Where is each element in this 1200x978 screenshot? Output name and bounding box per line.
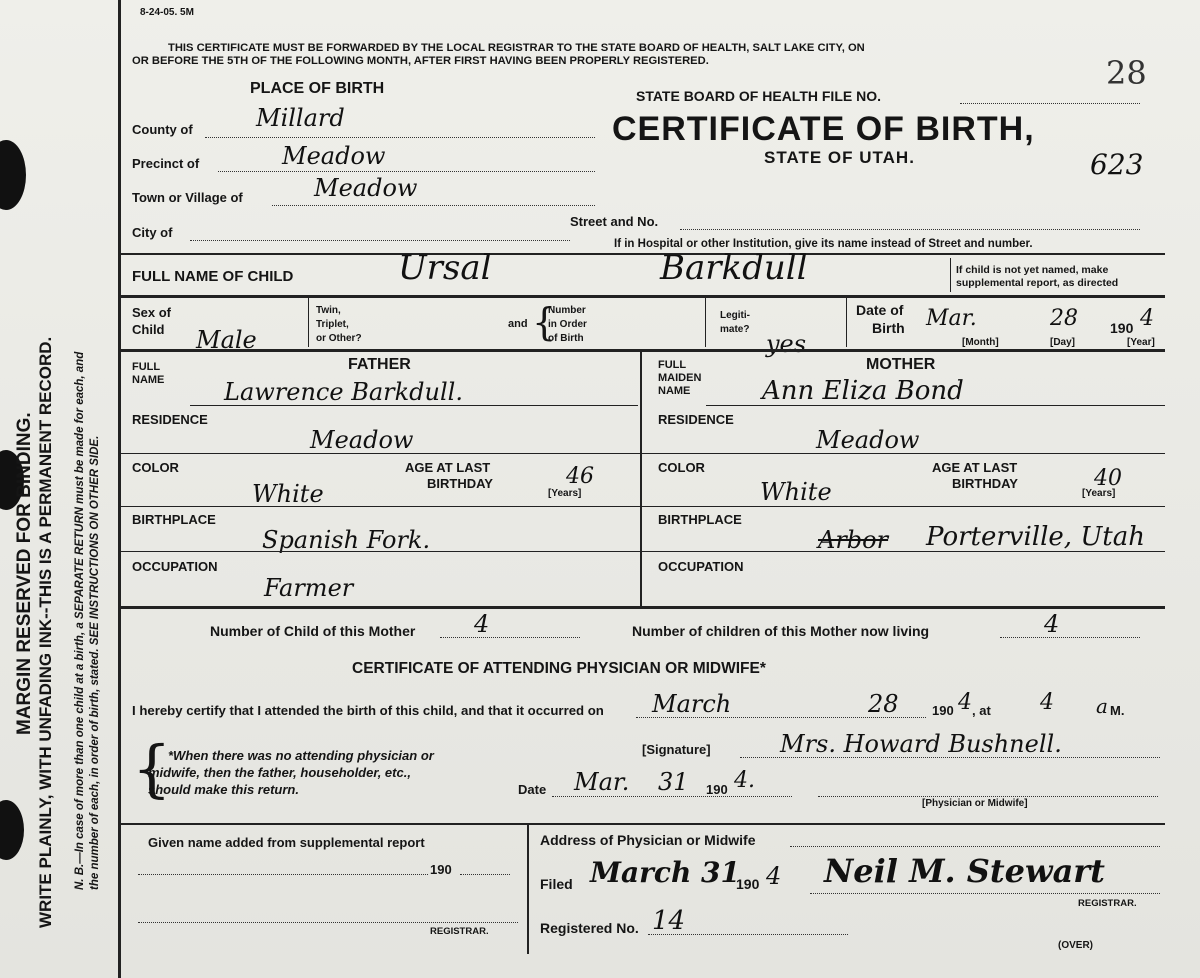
filed-date: March 31 (590, 856, 741, 889)
rule-5 (120, 823, 1165, 825)
month-label: [Month] (962, 337, 999, 348)
col-div-3 (846, 297, 847, 347)
signature-line (740, 757, 1160, 758)
mother-birthplace: Porterville, Utah (926, 522, 1145, 552)
page-number: 28 (1106, 54, 1147, 92)
meridian-written: a (1096, 694, 1108, 718)
registrar-line (810, 893, 1160, 894)
cert-date-month: Mar. (574, 768, 630, 796)
file-no-line (960, 103, 1140, 104)
father-age-label-2: BIRTHDAY (427, 476, 493, 491)
father-residence-label: RESIDENCE (132, 412, 208, 427)
father-name: Lawrence Barkdull. (224, 378, 463, 406)
father-occupation: Farmer (264, 574, 354, 602)
hospital-note: If in Hospital or other Institution, give its name instead of Street and number. (614, 238, 1033, 250)
father-birthplace-line (120, 551, 640, 552)
mother-full-label-2: MAIDEN (658, 372, 702, 384)
registered-no: 14 (652, 906, 686, 936)
mother-birthplace-label: BIRTHPLACE (658, 512, 742, 527)
file-no-label: STATE BOARD OF HEALTH FILE NO. (636, 88, 881, 104)
occurred-year-suffix: 4 (958, 690, 972, 715)
over-label: (OVER) (1058, 940, 1093, 951)
dob-label-1: Date of (856, 302, 904, 318)
margin-ink-text: WRITE PLAINLY, WITH UNFADING INK--THIS IS A PERMANENT RECORD. (36, 336, 55, 928)
registrar-signature: Neil M. Stewart (824, 852, 1105, 890)
filed-year-prefix: 190 (736, 876, 760, 892)
file-number: 623 (1090, 148, 1144, 181)
mother-full-label-1: FULL (658, 359, 687, 371)
twin-label-2: Triplet, (316, 319, 349, 330)
twin-label-1: Twin, (316, 305, 341, 316)
parent-col-div (640, 350, 642, 608)
mother-residence-line (642, 453, 1165, 454)
mother-age-label-2: BIRTHDAY (952, 476, 1018, 491)
county-line (205, 137, 595, 138)
state-label: STATE OF UTAH. (764, 148, 915, 167)
cert-date-line (552, 796, 792, 797)
occurred-time: 4 (1040, 690, 1054, 715)
place-of-birth-heading: PLACE OF BIRTH (250, 80, 385, 97)
registered-label: Registered No. (540, 920, 639, 936)
dob-year-suffix: 4 (1140, 306, 1154, 331)
mother-name-line (706, 405, 1165, 406)
mother-color: White (760, 478, 832, 506)
brace-open: { (532, 300, 557, 344)
father-color: White (252, 480, 324, 508)
notice-line-1: THIS CERTIFICATE MUST BE FORWARDED BY THE LOCAL REGISTRAR TO THE STATE BOARD OF HEALTH, SALT LAKE CITY, ON (168, 42, 865, 54)
footnote-1: *When there was no attending physician or (168, 748, 434, 763)
year-label: [Year] (1127, 337, 1155, 348)
footnote-3: should make this return. (148, 782, 299, 797)
day-label: [Day] (1050, 337, 1076, 348)
street-line (680, 229, 1140, 230)
child-number-label: Number of Child of this Mother (210, 623, 416, 639)
col-div-1 (308, 297, 309, 347)
city-label: City of (132, 225, 173, 240)
mother-residence-label: RESIDENCE (658, 412, 734, 427)
form-code: 8-24-05. 5M (140, 7, 194, 18)
legit-label-1: Legiti- (720, 310, 750, 321)
number-label-2: in Order (548, 319, 587, 330)
address-label: Address of Physician or Midwife (540, 832, 756, 848)
and-label: and (508, 318, 528, 330)
rule-2 (120, 295, 1165, 298)
father-age: 46 (566, 464, 594, 489)
father-residence: Meadow (310, 426, 414, 454)
margin-divider (118, 0, 121, 978)
father-color-line (120, 506, 640, 507)
filed-year-suffix: 4 (766, 862, 782, 890)
precinct-value: Meadow (282, 142, 386, 170)
cert-date-year-suffix: 4. (734, 768, 755, 793)
father-name-line (190, 405, 638, 406)
child-sex: Male (196, 326, 257, 354)
name-note-2: supplemental report, as directed (956, 277, 1119, 289)
child-number: 4 (474, 610, 490, 638)
dob-month: Mar. (926, 306, 977, 331)
legitimate-value: yes (766, 330, 807, 358)
mother-age: 40 (1094, 466, 1122, 491)
precinct-label: Precinct of (132, 156, 200, 171)
mother-full-label-3: NAME (658, 385, 691, 397)
attending-heading: CERTIFICATE OF ATTENDING PHYSICIAN OR MIDWIFE* (352, 660, 766, 677)
certificate-title: CERTIFICATE OF BIRTH, (612, 110, 1035, 148)
rule-4 (120, 606, 1165, 609)
given-name-line (138, 874, 428, 875)
certify-text: I hereby certify that I attended the birth of this child, and that it occurred on (132, 703, 604, 718)
notice-line-2: OR BEFORE THE 5TH OF THE FOLLOWING MONTH, AFTER FIRST HAVING BEEN PROPERLY REGISTERED. (132, 55, 709, 67)
town-line (272, 205, 595, 206)
margin-note-a: N. B.—In case of more than one child at a birth, a SEPARATE RETURN must be made for each, and (74, 351, 86, 890)
living-label: Number of children of this Mother now living (632, 623, 930, 639)
county-value: Millard (256, 104, 345, 132)
father-full-label-1: FULL (132, 361, 161, 373)
registrar-label: REGISTRAR. (1078, 898, 1137, 909)
physician-line (818, 796, 1158, 797)
col-div-2 (705, 297, 706, 347)
binding-hole-top (0, 140, 26, 210)
footnote-brace: { (132, 732, 172, 805)
child-number-line (440, 637, 580, 638)
sex-label-1: Sex of (132, 305, 172, 320)
rule-3 (120, 349, 1165, 352)
occurred-day: 28 (868, 690, 899, 718)
street-label: Street and No. (570, 214, 659, 229)
mother-color-label: COLOR (658, 460, 705, 475)
cert-date-year-prefix: 190 (706, 782, 728, 797)
father-birthplace: Spanish Fork. (262, 526, 431, 554)
father-full-label-2: NAME (132, 374, 165, 386)
supplemental-year-line (460, 874, 510, 875)
at-label: , at (972, 703, 991, 718)
mother-years-label: [Years] (1082, 488, 1116, 499)
father-years-label: [Years] (548, 488, 582, 499)
supplemental-registrar-line (138, 922, 518, 923)
name-note-1: If child is not yet named, make (956, 264, 1109, 276)
given-name-label: Given name added from supplemental report (148, 835, 425, 850)
physician-label: [Physician or Midwife] (922, 798, 1028, 809)
county-label: County of (132, 122, 193, 137)
footnote-2: midwife, then the father, householder, etc., (148, 765, 411, 780)
number-label-1: Number (548, 305, 586, 316)
binding-hole-bottom (0, 800, 24, 860)
attending-signature: Mrs. Howard Bushnell. (780, 730, 1062, 758)
precinct-line (218, 171, 595, 172)
child-last-name: Barkdull (660, 248, 808, 288)
mother-age-label-1: AGE AT LAST (932, 460, 1018, 475)
filed-label: Filed (540, 876, 573, 892)
cert-date-label: Date (518, 782, 547, 797)
child-first-name: Ursal (398, 248, 492, 288)
father-color-label: COLOR (132, 460, 179, 475)
father-birthplace-label: BIRTHPLACE (132, 512, 216, 527)
child-name-label: FULL NAME OF CHILD (132, 268, 294, 285)
mother-name: Ann Eliza Bond (762, 376, 964, 406)
father-occupation-label: OCCUPATION (132, 559, 218, 574)
town-value: Meadow (314, 174, 418, 202)
living-line (1000, 637, 1140, 638)
supplemental-year-prefix: 190 (430, 862, 452, 877)
mother-color-line (642, 506, 1165, 507)
cert-date-day: 31 (658, 768, 689, 796)
margin-note-b: the number of each, in order of birth, stated. SEE INSTRUCTIONS ON OTHER SIDE. (89, 435, 101, 890)
father-heading: FATHER (348, 356, 411, 373)
twin-label-3: or Other? (316, 333, 362, 344)
sex-label-2: Child (132, 322, 165, 337)
supplemental-registrar-label: REGISTRAR. (430, 926, 489, 937)
name-note-div (950, 258, 951, 292)
living-value: 4 (1044, 610, 1060, 638)
town-label: Town or Village of (132, 190, 243, 205)
supplemental-div (527, 824, 529, 954)
legit-label-2: mate? (720, 324, 750, 335)
father-residence-line (120, 453, 640, 454)
mother-heading: MOTHER (866, 356, 936, 373)
registered-line (648, 934, 848, 935)
meridian-suffix: M. (1110, 703, 1125, 718)
number-label-3: of Birth (548, 333, 584, 344)
rule-1 (120, 253, 1165, 255)
mother-birthplace-line (642, 551, 1165, 552)
mother-residence: Meadow (816, 426, 920, 454)
city-line (190, 240, 570, 241)
address-line (790, 846, 1160, 847)
dob-day: 28 (1050, 306, 1078, 331)
signature-label: [Signature] (642, 742, 711, 757)
mother-occupation-label: OCCUPATION (658, 559, 744, 574)
margin-binding-text: MARGIN RESERVED FOR BINDING. (14, 412, 35, 735)
dob-label-2: Birth (872, 320, 905, 336)
dob-year-prefix: 190 (1110, 320, 1134, 336)
father-age-label-1: AGE AT LAST (405, 460, 491, 475)
occurred-year-prefix: 190 (932, 703, 954, 718)
mother-birthplace-struck: Arbor (818, 526, 889, 554)
occurred-date: March (652, 690, 732, 718)
